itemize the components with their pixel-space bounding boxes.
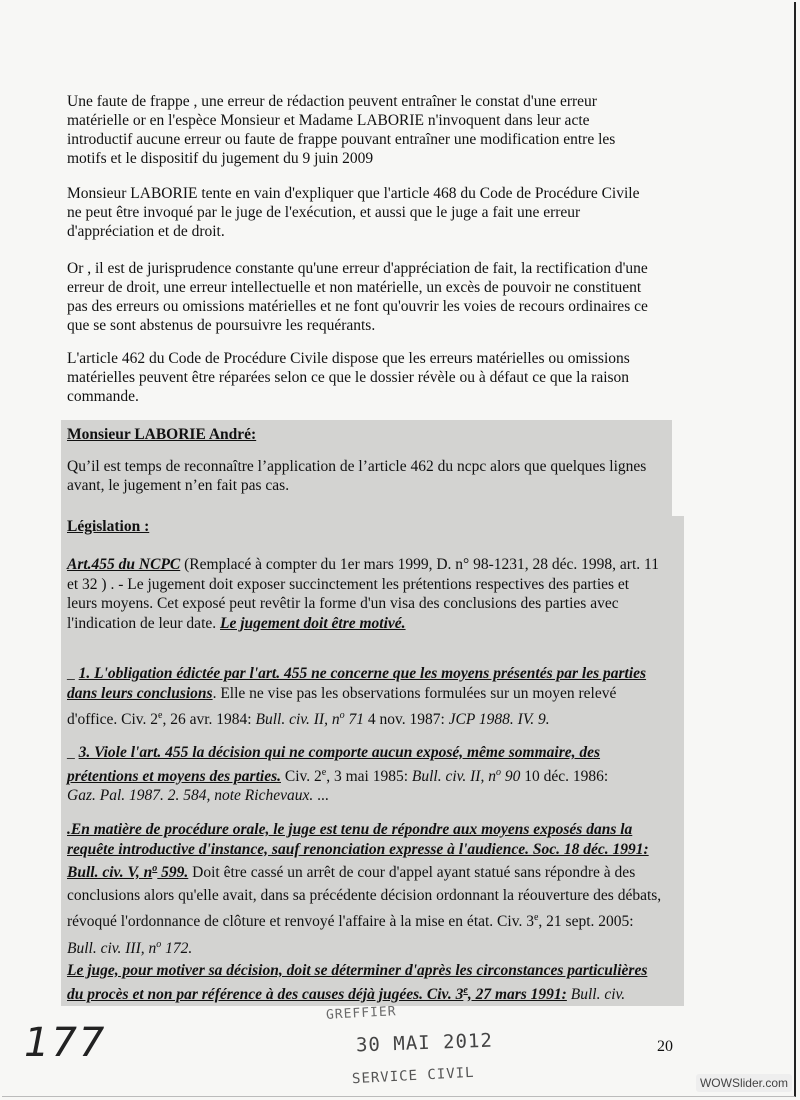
laborie-section: Monsieur LABORIE André: Qu’il est temps de reconnaître l’application de l’article 462 du ncpc alors que quelques lignes avant, le jugement n’en fait pas cas.	[67, 425, 667, 496]
laborie-heading: Monsieur LABORIE André:	[67, 426, 257, 443]
page-number: 20	[657, 1038, 673, 1055]
item-3-viole: _ 3. Viole l'art. 455 la décision qui ne comporte aucun exposé, même sommaire, des prétentions et moyens des parties. Civ. 2e, 3 mai 1985: Bull. civ. II, $n^o$ 90 10 déc. 1986: Gaz. Pal. 1987. 2. 584, note Richevaux. ...	[67, 744, 609, 805]
greffier-stamp: GREFFIER	[325, 1004, 397, 1023]
paragraph-faute-de-frappe: Une faute de frappe , une erreur de rédaction peuvent entraîner le constat d'une erreur matérielle or en l'espèce Monsieur et Madame LABORIE n'invoquent dans leur acte introductif aucune erreur ou faute de frappe pouvant entraîner une modification entre les motifs et le dispositif du jugement du 9 juin 2009	[67, 93, 616, 167]
procedure-orale-block: .En matière de procédure orale, le juge est tenu de répondre aux moyens exposés dans la requête introductive d'instance, sauf renonciation expresse à l'audience. Soc. 18 déc. 1991: Bull. civ. V, $n^o$ 599. Doit être cassé un arrêt de cour d'appel ayant statué sans répondre à des conclusions alors qu'elle avait, dans sa précédente décision ordonnant la réouverture des débats, révoqué l'ordonnance de clôture et renvoyé l'affaire à la mise en état. Civ. 3e, 21 sept. 2005: Bull. civ. III, $n^o$ 172.	[67, 821, 662, 957]
watermark-logo: WOWSlider.com	[696, 1074, 792, 1092]
date-stamp: 30 MAI 2012	[355, 1029, 494, 1057]
paragraph-article-468: Monsieur LABORIE tente en vain d'expliquer que l'article 468 du Code de Procédure Civile ne peut être invoqué par le juge de l'exécution, et aussi que le juge a fait une erreur d'appréciation et de droit.	[67, 185, 640, 240]
article-455-block: Art.455 du NCPC (Remplacé à compter du 1er mars 1999, D. n° 98-1231, 28 déc. 1998, art. 11 et 32 ) . - Le jugement doit exposer succinctement les prétentions respectives des parties et leurs moyens. Cet exposé peut revêtir la forme d'un visa des conclusions des parties avec l'indication de leur date. Le jugement doit être motivé.	[67, 556, 659, 632]
service-civil-stamp: SERVICE CIVIL	[351, 1064, 475, 1088]
item-1-obligation: _ 1. L'obligation édictée par l'art. 455 ne concerne que les moyens présentés par les parties dans leurs conclusions. Elle ne vise pas les observations formulées sur un moyen relevé d'office. Civ. 2e, 26 avr. 1984: Bull. civ. II, $n^o$ 71 4 nov. 1987: JCP 1988. IV. 9.	[67, 665, 647, 729]
handwritten-page-number: 177	[24, 1020, 107, 1066]
legislation-heading: Législation :	[67, 518, 150, 535]
article-455-ref: Art.455 du NCPC	[67, 556, 181, 573]
juge-motiver-block: Le juge, pour motiver sa décision, doit se déterminer d'après les circonstances particulières du procès et non par référence à des causes déjà jugées. Civ. 3e, 27 mars 1991: Bull. civ.	[67, 962, 648, 1003]
paragraph-article-462: L'article 462 du Code de Procédure Civile dispose que les erreurs matérielles ou omissions matérielles peuvent être réparées selon ce que le dossier révèle ou à défaut ce que la raison commande.	[67, 350, 630, 405]
paragraph-jurisprudence: Or , il est de jurisprudence constante qu'une erreur d'appréciation de fait, la rectification d'une erreur de droit, une erreur intellectuelle et non matérielle, un excès de pouvoir ne constituent pas des erreurs ou omissions matérielles et ne font qu'ouvrir les voies de recours ordinaires ce que se sont abstenus de poursuivre les requérants.	[67, 260, 648, 334]
